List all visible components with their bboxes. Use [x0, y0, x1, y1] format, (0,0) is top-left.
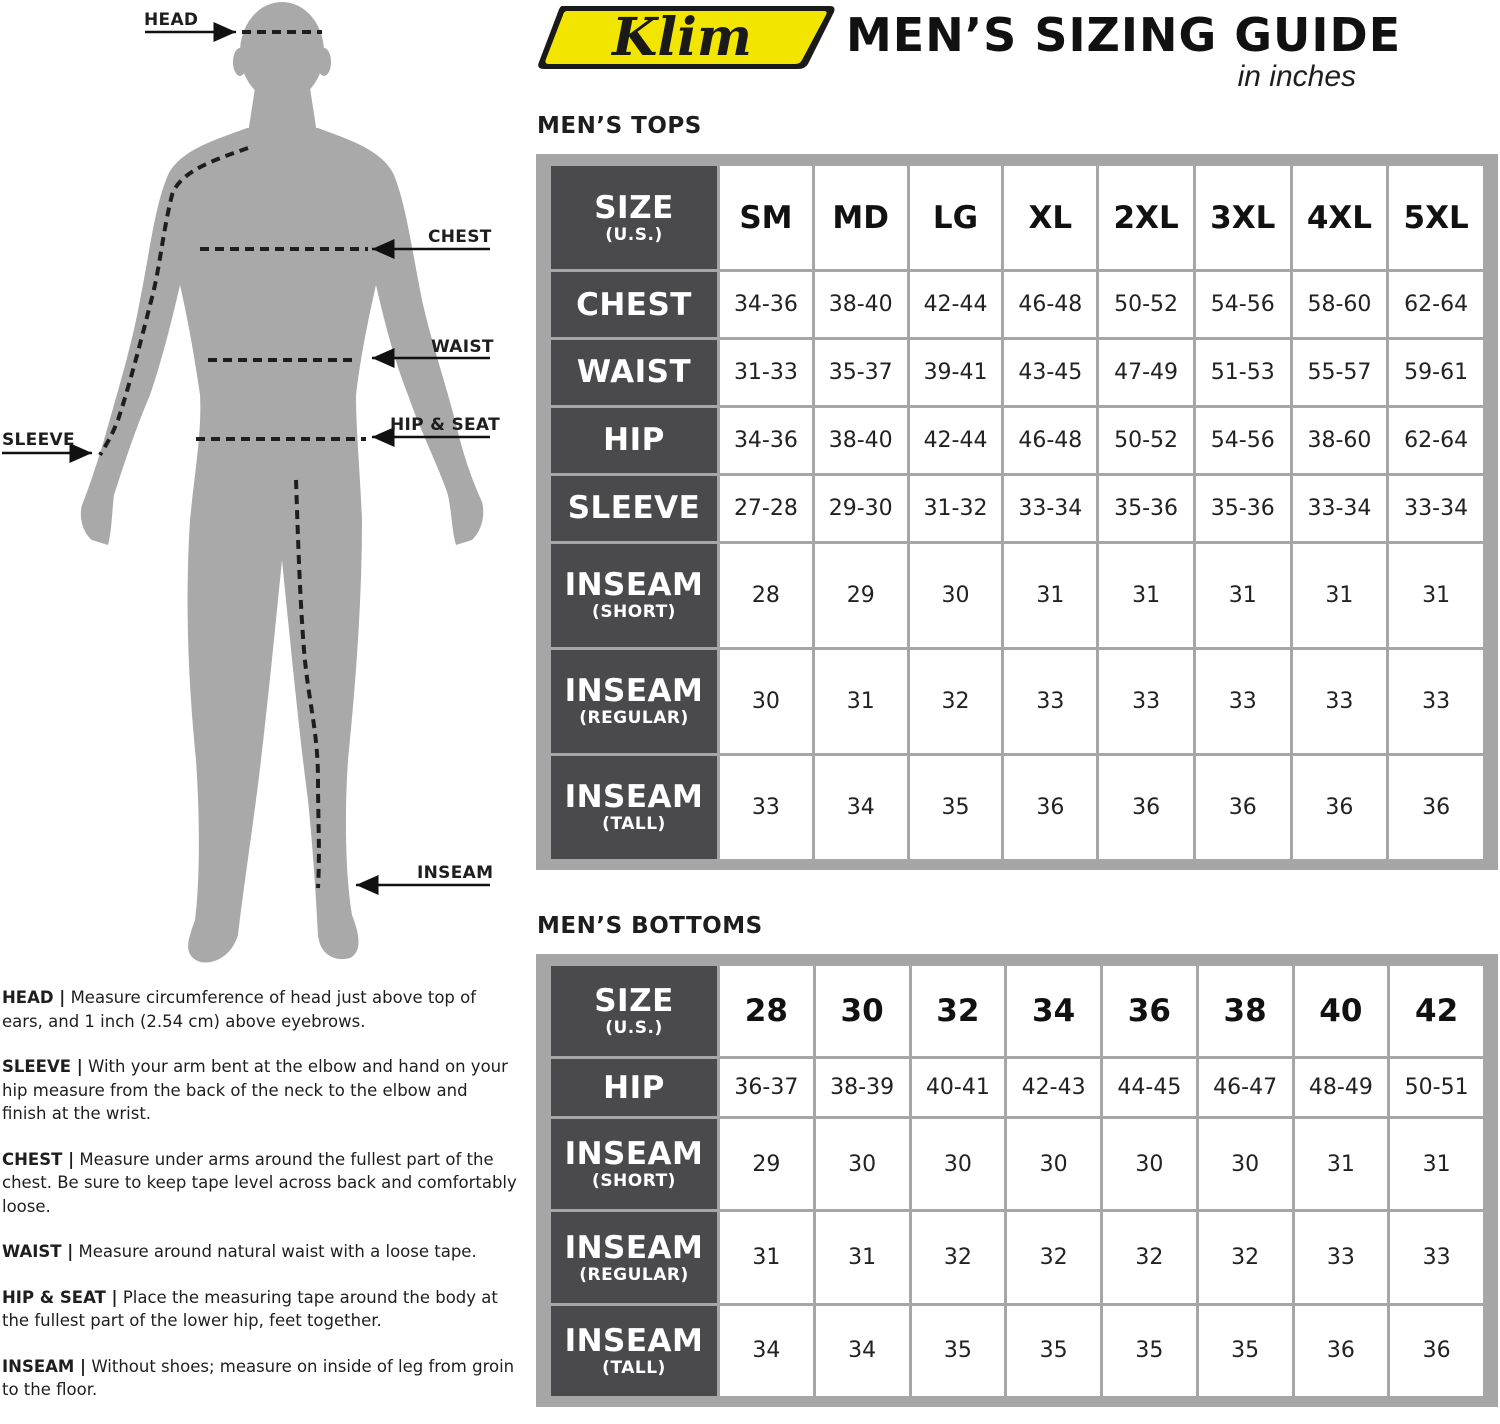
bottoms-row-inseam-tall: [551, 1306, 1483, 1396]
bottoms-size-column-header: 40: [1295, 966, 1388, 1056]
instruction-text: Measure under arms around the fullest part of the chest. Be sure to keep tape level across back and comfortably loose.: [2, 1149, 517, 1216]
tops-row-label: [551, 408, 717, 473]
tops-value-cell: 59-61: [1389, 340, 1483, 405]
tops-value-cell: 38-40: [815, 272, 907, 337]
instruction-text: Without shoes; measure on inside of leg from groin to the floor.: [2, 1356, 515, 1399]
tops-value-cell: 30: [720, 650, 812, 753]
instruction-term: CHEST |: [2, 1149, 75, 1169]
tops-table-grid: [548, 163, 1486, 862]
tops-value-cell: 33: [1099, 650, 1193, 753]
bottoms-size-header-row: [551, 966, 1483, 1056]
bottoms-value-cell: 33: [1390, 1212, 1483, 1302]
tops-value-cell: 34: [815, 756, 907, 859]
tops-value-cell: 38-60: [1293, 408, 1387, 473]
instruction-paragraph: [2, 1286, 517, 1333]
bottoms-value-cell: 32: [1103, 1212, 1196, 1302]
tops-value-cell: 29-30: [815, 476, 907, 541]
measure-name: INSEAM: [564, 1136, 704, 1173]
tops-value-cell: 33: [1196, 650, 1290, 753]
tops-value-cell: 62-64: [1389, 408, 1483, 473]
klim-logo: [536, 2, 836, 72]
bottoms-value-cell: 32: [1007, 1212, 1100, 1302]
instruction-paragraph: [2, 1148, 517, 1219]
tops-value-cell: 33-34: [1004, 476, 1096, 541]
instruction-paragraph: [2, 1055, 517, 1126]
size-label: SIZE: [594, 983, 674, 1020]
tops-size-column-header: MD: [815, 166, 907, 269]
instruction-text: With your arm bent at the elbow and hand on your hip measure from the back of the neck to the elbow and finish at the wrist.: [2, 1057, 508, 1123]
tops-value-cell: 43-45: [1004, 340, 1096, 405]
bottoms-value-cell: 35: [1007, 1306, 1100, 1396]
tops-section-title: MEN’S TOPS: [537, 113, 702, 139]
bottoms-value-cell: 30: [1103, 1119, 1196, 1209]
bottoms-value-cell: 31: [1390, 1119, 1483, 1209]
waist-callout-label: WAIST: [431, 337, 494, 357]
tops-row-inseam-regular: [551, 650, 1483, 753]
bottoms-row-hip: [551, 1059, 1483, 1116]
bottoms-value-cell: 36: [1295, 1306, 1388, 1396]
bottoms-value-cell: 40-41: [912, 1059, 1005, 1116]
tops-value-cell: 33: [1293, 650, 1387, 753]
bottoms-value-cell: 30: [1199, 1119, 1292, 1209]
tops-value-cell: 42-44: [910, 408, 1002, 473]
bottoms-value-cell: 31: [816, 1212, 909, 1302]
bottoms-value-cell: 42-43: [1007, 1059, 1100, 1116]
bottoms-size-table: [536, 954, 1498, 1407]
tops-row-label: [551, 650, 717, 753]
tops-row-waist: [551, 340, 1483, 405]
tops-value-cell: 31: [815, 650, 907, 753]
tops-value-cell: 33: [720, 756, 812, 859]
measure-variant: (TALL): [602, 814, 666, 835]
tops-value-cell: 46-48: [1004, 272, 1096, 337]
bottoms-size-column-header: 38: [1199, 966, 1292, 1056]
instruction-term: SLEEVE |: [2, 1057, 83, 1076]
bottoms-size-column-header: 36: [1103, 966, 1196, 1056]
tops-value-cell: 31: [1389, 544, 1483, 647]
bottoms-row-label: [551, 1119, 717, 1209]
instruction-paragraph: [2, 1240, 517, 1264]
tops-value-cell: 31: [1293, 544, 1387, 647]
tops-value-cell: 31-33: [720, 340, 812, 405]
bottoms-value-cell: 31: [720, 1212, 813, 1302]
bottoms-value-cell: 44-45: [1103, 1059, 1196, 1116]
tops-value-cell: 36: [1099, 756, 1193, 859]
tops-size-table: [536, 154, 1498, 870]
bottoms-row-label: [551, 1212, 717, 1302]
bottoms-value-cell: 30: [912, 1119, 1005, 1209]
bottoms-value-cell: 38-39: [816, 1059, 909, 1116]
measure-variant: (REGULAR): [579, 1264, 689, 1285]
bottoms-value-cell: 36-37: [720, 1059, 813, 1116]
tops-value-cell: 32: [910, 650, 1002, 753]
bottoms-value-cell: 31: [1295, 1119, 1388, 1209]
measure-variant: (TALL): [602, 1357, 666, 1378]
measure-name: INSEAM: [564, 1322, 704, 1359]
bottoms-size-column-header: 34: [1007, 966, 1100, 1056]
instruction-term: HEAD |: [2, 988, 66, 1007]
tops-value-cell: 33-34: [1389, 476, 1483, 541]
tops-value-cell: 34-36: [720, 272, 812, 337]
tops-size-header-label: [551, 166, 717, 269]
tops-value-cell: 33: [1004, 650, 1096, 753]
tops-value-cell: 36: [1004, 756, 1096, 859]
instruction-term: HIP & SEAT |: [2, 1287, 118, 1307]
bottoms-size-column-header: 32: [912, 966, 1005, 1056]
tops-value-cell: 31: [1196, 544, 1290, 647]
hip-seat-callout-label: HIP & SEAT: [390, 415, 500, 435]
inseam-callout-label: INSEAM: [417, 863, 494, 883]
tops-value-cell: 31: [1099, 544, 1193, 647]
tops-size-header-row: [551, 166, 1483, 269]
instruction-term: INSEAM |: [2, 1356, 87, 1376]
tops-row-label: [551, 544, 717, 647]
measure-variant: (SHORT): [592, 602, 676, 623]
tops-value-cell: 33-34: [1293, 476, 1387, 541]
tops-value-cell: 35-37: [815, 340, 907, 405]
bottoms-value-cell: 34: [816, 1306, 909, 1396]
bottoms-value-cell: 46-47: [1199, 1059, 1292, 1116]
guide-units: in inches: [1237, 60, 1356, 93]
guide-title: MEN’S SIZING GUIDE: [846, 8, 1402, 62]
measurement-instructions: [2, 986, 517, 1424]
chest-callout-label: CHEST: [428, 227, 492, 247]
measure-name: HIP: [603, 1069, 665, 1106]
tops-row-sleeve: [551, 476, 1483, 541]
tops-value-cell: 35-36: [1196, 476, 1290, 541]
sleeve-callout-label: SLEEVE: [2, 430, 75, 450]
size-region-label: (U.S.): [605, 224, 663, 245]
tops-value-cell: 31-32: [910, 476, 1002, 541]
tops-value-cell: 36: [1389, 756, 1483, 859]
tops-size-column-header: SM: [720, 166, 812, 269]
instruction-text: Place the measuring tape around the body at the fullest part of the lower hip, feet together.: [2, 1287, 498, 1330]
bottoms-row-label: [551, 1306, 717, 1396]
tops-value-cell: 29: [815, 544, 907, 647]
instruction-paragraph: [2, 986, 517, 1033]
tops-value-cell: 50-52: [1099, 272, 1193, 337]
bottoms-value-cell: 35: [912, 1306, 1005, 1396]
tops-value-cell: 47-49: [1099, 340, 1193, 405]
head-callout-label: HEAD: [144, 10, 199, 30]
measure-name: INSEAM: [564, 567, 704, 604]
measure-variant: (REGULAR): [579, 708, 689, 729]
tops-row-label: [551, 756, 717, 859]
instruction-term: WAIST |: [2, 1242, 74, 1261]
tops-value-cell: 62-64: [1389, 272, 1483, 337]
bottoms-size-column-header: 30: [816, 966, 909, 1056]
tops-size-column-header: 5XL: [1389, 166, 1483, 269]
bottoms-size-column-header: 28: [720, 966, 813, 1056]
tops-value-cell: 54-56: [1196, 272, 1290, 337]
tops-value-cell: 42-44: [910, 272, 1002, 337]
bottoms-table-grid: [548, 963, 1486, 1399]
tops-row-inseam-short: [551, 544, 1483, 647]
size-label: SIZE: [594, 189, 674, 226]
tops-row-label: [551, 340, 717, 405]
bottoms-size-column-header: 42: [1390, 966, 1483, 1056]
tops-size-column-header: XL: [1004, 166, 1096, 269]
bottoms-value-cell: 32: [912, 1212, 1005, 1302]
bottoms-value-cell: 35: [1103, 1306, 1196, 1396]
tops-value-cell: 35: [910, 756, 1002, 859]
instruction-text: Measure circumference of head just above top of ears, and 1 inch (2.54 cm) above eyebrows.: [2, 988, 477, 1031]
tops-value-cell: 46-48: [1004, 408, 1096, 473]
measure-variant: (SHORT): [592, 1171, 676, 1192]
measure-name: HIP: [603, 422, 665, 459]
bottoms-value-cell: 29: [720, 1119, 813, 1209]
tops-value-cell: 27-28: [720, 476, 812, 541]
bottoms-value-cell: 30: [816, 1119, 909, 1209]
bottoms-section-title: MEN’S BOTTOMS: [537, 913, 763, 939]
measure-name: INSEAM: [564, 779, 704, 816]
measure-name: INSEAM: [564, 673, 704, 710]
bottoms-row-inseam-regular: [551, 1212, 1483, 1302]
tops-value-cell: 39-41: [910, 340, 1002, 405]
logo-wordmark: Klim: [612, 7, 752, 68]
tops-value-cell: 34-36: [720, 408, 812, 473]
tops-row-label: [551, 476, 717, 541]
instruction-paragraph: [2, 1355, 517, 1402]
bottoms-value-cell: 50-51: [1390, 1059, 1483, 1116]
tops-row-hip: [551, 408, 1483, 473]
bottoms-value-cell: 32: [1199, 1212, 1292, 1302]
tops-value-cell: 36: [1196, 756, 1290, 859]
measure-name: WAIST: [576, 354, 692, 391]
body-measurement-figure: [0, 0, 520, 975]
bottoms-value-cell: 36: [1390, 1306, 1483, 1396]
bottoms-row-inseam-short: [551, 1119, 1483, 1209]
bottoms-value-cell: 33: [1295, 1212, 1388, 1302]
tops-value-cell: 55-57: [1293, 340, 1387, 405]
tops-size-column-header: 4XL: [1293, 166, 1387, 269]
tops-size-column-header: LG: [910, 166, 1002, 269]
tops-value-cell: 58-60: [1293, 272, 1387, 337]
bottoms-value-cell: 35: [1199, 1306, 1292, 1396]
body-silhouette: [81, 2, 483, 963]
bottoms-value-cell: 48-49: [1295, 1059, 1388, 1116]
tops-value-cell: 28: [720, 544, 812, 647]
bottoms-row-label: [551, 1059, 717, 1116]
tops-value-cell: 33: [1389, 650, 1483, 753]
bottoms-value-cell: 34: [720, 1306, 813, 1396]
bottoms-value-cell: 30: [1007, 1119, 1100, 1209]
tops-value-cell: 31: [1004, 544, 1096, 647]
tops-value-cell: 51-53: [1196, 340, 1290, 405]
tops-value-cell: 36: [1293, 756, 1387, 859]
size-region-label: (U.S.): [605, 1018, 663, 1039]
tops-value-cell: 30: [910, 544, 1002, 647]
tops-value-cell: 54-56: [1196, 408, 1290, 473]
bottoms-size-header-label: [551, 966, 717, 1056]
measure-name: INSEAM: [564, 1229, 704, 1266]
tops-value-cell: 35-36: [1099, 476, 1193, 541]
tops-value-cell: 38-40: [815, 408, 907, 473]
tops-row-inseam-tall: [551, 756, 1483, 859]
tops-size-column-header: 2XL: [1099, 166, 1193, 269]
measure-name: SLEEVE: [567, 490, 701, 527]
instruction-text: Measure around natural waist with a loose tape.: [73, 1242, 477, 1261]
tops-row-chest: [551, 272, 1483, 337]
measure-name: CHEST: [576, 286, 692, 323]
tops-row-label: [551, 272, 717, 337]
tops-value-cell: 50-52: [1099, 408, 1193, 473]
tops-size-column-header: 3XL: [1196, 166, 1290, 269]
